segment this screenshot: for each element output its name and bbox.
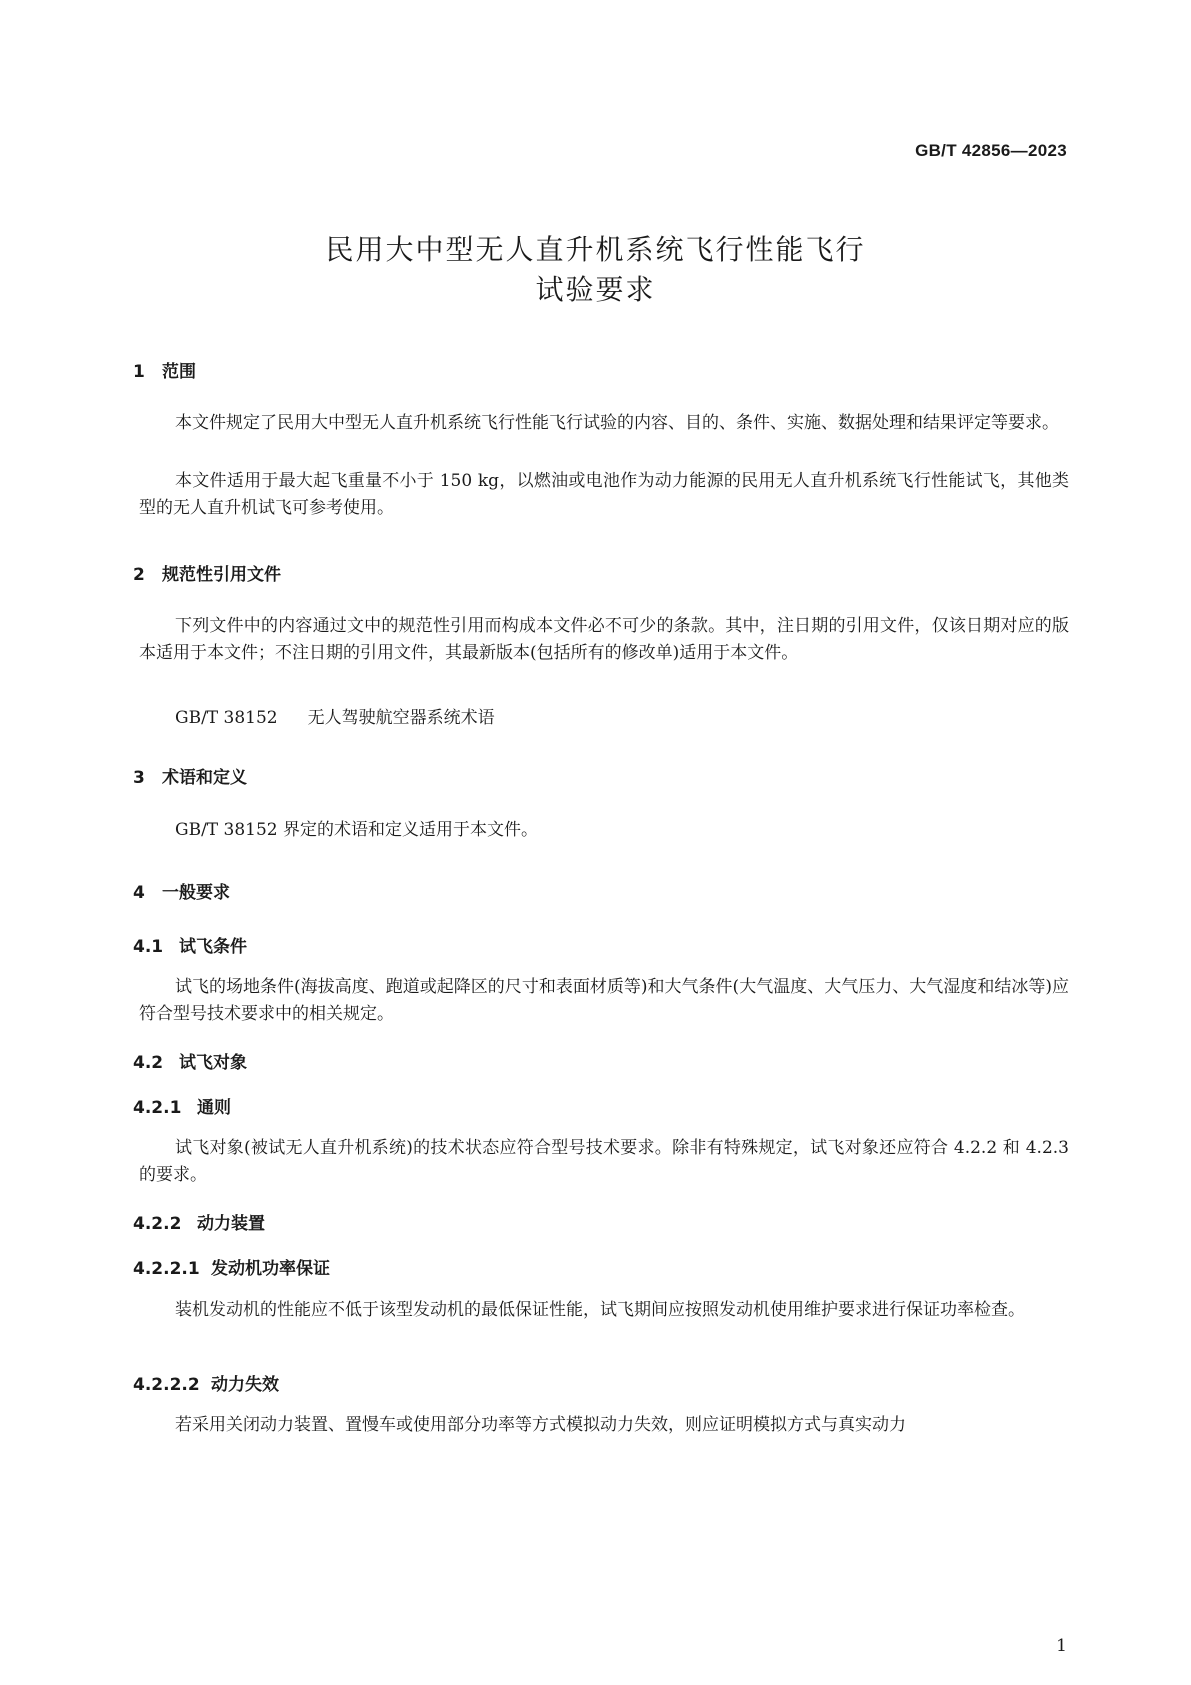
paragraph-normative-refs: 下列文件中的内容通过文中的规范性引用而构成本文件必不可少的条款。其中，注日期的引用文件，仅该日期对应的版本适用于本文件；不注日期的引用文件，其最新版本(包括所有的修改单)适用于本文件。: [139, 616, 1069, 663]
section-title: 范围: [162, 362, 196, 382]
section-number: 2: [133, 565, 145, 585]
paragraph-engine-power: 装机发动机的性能应不低于该型发动机的最低保证性能，试飞期间应按照发动机使用维护要求进行保证功率检查。: [175, 1300, 1025, 1320]
section-number: 4.2.2.2: [133, 1375, 200, 1395]
section-number: 4.2.2: [133, 1214, 182, 1234]
section-title: 动力装置: [197, 1214, 265, 1234]
paragraph-general: 试飞对象(被试无人直升机系统)的技术状态应符合型号技术要求。除非有特殊规定，试飞对象还应符合 4.2.2 和 4.2.3 的要求。: [139, 1138, 1069, 1185]
section-number: 4.1: [133, 937, 164, 957]
section-number: 4.2.1: [133, 1098, 182, 1118]
section-number: 1: [133, 362, 145, 382]
section-4-2-2-heading: [133, 1209, 265, 1234]
section-title: 一般要求: [162, 883, 230, 903]
section-4-heading: [133, 878, 230, 903]
section-4-2-2-1-heading: [133, 1254, 330, 1279]
section-4-2-2-2-heading: [133, 1370, 279, 1395]
section-title: 发动机功率保证: [211, 1259, 330, 1279]
section-title: 试飞对象: [179, 1053, 247, 1073]
section-number: 4: [133, 883, 145, 903]
section-title: 术语和定义: [162, 768, 247, 788]
section-title: 规范性引用文件: [162, 565, 281, 585]
section-4-2-heading: [133, 1048, 247, 1073]
reference-item: [175, 703, 495, 728]
reference-code: GB/T 38152: [175, 708, 278, 728]
section-title: 动力失效: [211, 1375, 279, 1395]
section-2-heading: [133, 560, 281, 585]
document-title-line-2: 试验要求: [535, 273, 656, 306]
paragraph-terms: GB/T 38152 界定的术语和定义适用于本文件。: [175, 820, 539, 840]
standard-number: GB/T 42856—2023: [915, 141, 1067, 160]
document-title-line-1: 民用大中型无人直升机系统飞行性能飞行: [325, 233, 866, 266]
reference-title: 无人驾驶航空器系统术语: [307, 708, 495, 728]
page-number: 1: [1056, 1636, 1067, 1656]
section-title: 通则: [197, 1098, 231, 1118]
section-title: 试飞条件: [179, 937, 247, 957]
paragraph-power-failure: 若采用关闭动力装置、置慢车或使用部分功率等方式模拟动力失效，则应证明模拟方式与真实动力: [175, 1415, 906, 1435]
section-3-heading: [133, 763, 247, 788]
paragraph-flight-conditions: 试飞的场地条件(海拔高度、跑道或起降区的尺寸和表面材质等)和大气条件(大气温度、大气压力、大气湿度和结冰等)应符合型号技术要求中的相关规定。: [139, 977, 1069, 1024]
section-number: 4.2.2.1: [133, 1259, 200, 1279]
paragraph-scope-2: 本文件适用于最大起飞重量不小于 150 kg，以燃油或电池作为动力能源的民用无人直升机系统飞行性能试飞，其他类型的无人直升机试飞可参考使用。: [139, 471, 1069, 518]
section-number: 3: [133, 768, 145, 788]
section-4-1-heading: [133, 932, 247, 957]
section-4-2-1-heading: [133, 1093, 231, 1118]
section-1-heading: [133, 357, 196, 382]
paragraph-scope-1: 本文件规定了民用大中型无人直升机系统飞行性能飞行试验的内容、目的、条件、实施、数据处理和结果评定等要求。: [175, 413, 1059, 433]
section-number: 4.2: [133, 1053, 164, 1073]
